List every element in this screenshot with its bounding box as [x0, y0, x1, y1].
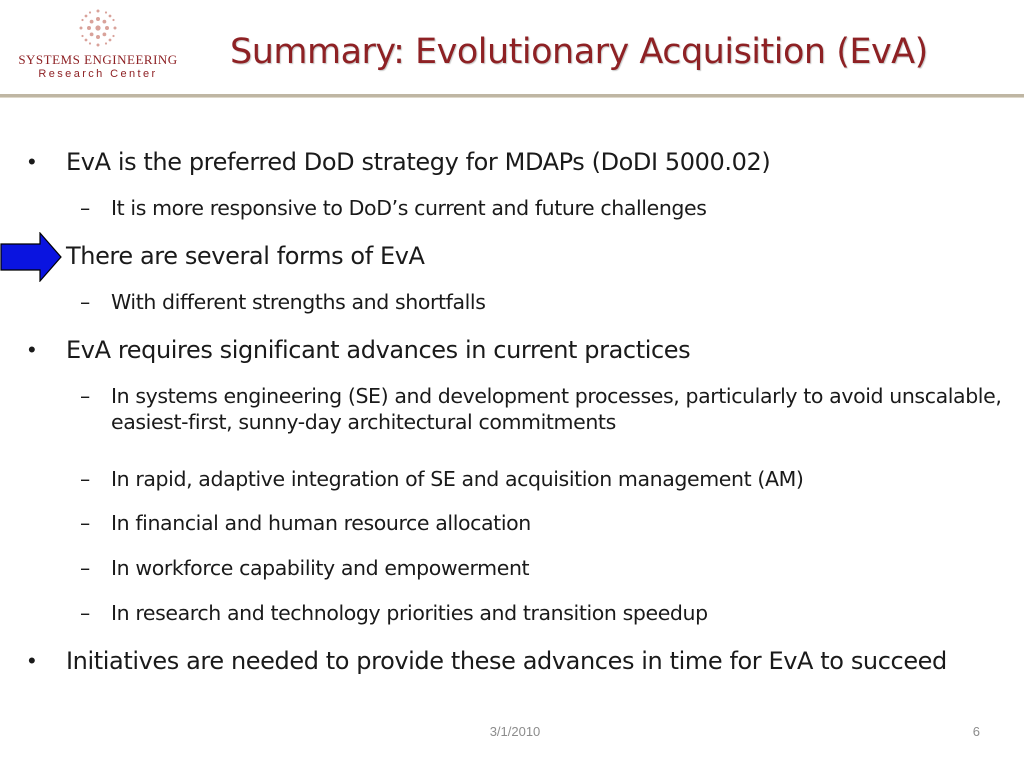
logo-text-primary: SYSTEMS ENGINEERING	[18, 52, 178, 67]
slide-title: Summary: Evolutionary Acquisition (EvA)	[230, 32, 928, 72]
bullet-3-sub-5: In research and technology priorities and transition speedup	[111, 601, 708, 625]
bullet-marker: •	[28, 149, 36, 174]
dash-marker: –	[80, 290, 91, 314]
bullet-3-sub-1: In systems engineering (SE) and development processes, particularly to avoid unscalable, easiest-first, sunny-day architectural commitments	[111, 384, 1002, 434]
dash-marker: –	[80, 467, 91, 491]
bullet-marker: •	[28, 648, 36, 673]
bullet-4: Initiatives are needed to provide these advances in time for EvA to succeed	[66, 647, 947, 675]
dash-marker: –	[80, 601, 91, 625]
logo-text-secondary: Research Center	[38, 68, 158, 80]
bullet-1-sub-1: It is more responsive to DoD’s current and future challenges	[111, 196, 707, 220]
bullet-3-sub-3: In financial and human resource allocation	[111, 511, 531, 535]
dash-marker: –	[80, 384, 91, 408]
bullet-2: There are several forms of EvA	[66, 242, 425, 270]
dash-marker: –	[80, 196, 91, 220]
bullet-2-sub-1: With different strengths and shortfalls	[111, 290, 486, 314]
dash-marker: –	[80, 511, 91, 535]
bullet-3: EvA requires significant advances in current practices	[66, 336, 691, 364]
bullet-3-sub-4: In workforce capability and empowerment	[111, 556, 530, 580]
page-number: 6	[972, 724, 980, 739]
bullet-marker: •	[28, 337, 36, 362]
footer-date: 3/1/2010	[489, 724, 541, 739]
bullet-1: EvA is the preferred DoD strategy for MDAPs (DoDI 5000.02)	[66, 148, 771, 176]
bullet-3-sub-2: In rapid, adaptive integration of SE and acquisition management (AM)	[111, 467, 804, 491]
dash-marker: –	[80, 556, 91, 580]
